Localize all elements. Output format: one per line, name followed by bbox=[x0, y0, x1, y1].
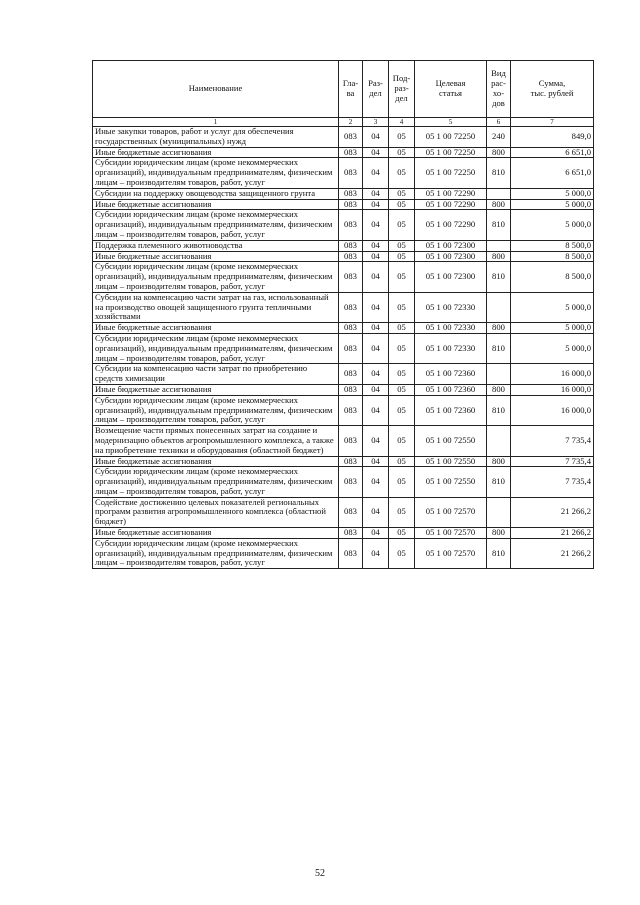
cell-section: 04 bbox=[363, 251, 389, 262]
cell-name: Поддержка племенного животноводства bbox=[93, 240, 339, 251]
cell-subsection: 05 bbox=[389, 127, 415, 148]
cell-expense-type: 800 bbox=[487, 384, 511, 395]
cell-subsection: 05 bbox=[389, 210, 415, 240]
cell-subsection: 05 bbox=[389, 199, 415, 210]
cell-amount: 5 000,0 bbox=[511, 333, 594, 363]
table-row bbox=[93, 158, 594, 188]
cell-subsection: 05 bbox=[389, 262, 415, 292]
cell-amount: 16 000,0 bbox=[511, 395, 594, 425]
cell-subsection: 05 bbox=[389, 467, 415, 497]
table-row bbox=[93, 251, 594, 262]
cell-expense-type: 800 bbox=[487, 528, 511, 539]
cell-amount: 8 500,0 bbox=[511, 240, 594, 251]
cell-subsection: 05 bbox=[389, 292, 415, 322]
header-expense-type: Вид рас- хо- дов bbox=[487, 61, 511, 118]
cell-subsection: 05 bbox=[389, 147, 415, 158]
cell-name: Иные бюджетные ассигнования bbox=[93, 199, 339, 210]
cell-section: 04 bbox=[363, 147, 389, 158]
table-header bbox=[93, 61, 594, 127]
cell-name: Субсидии юридическим лицам (кроме некоммерческих организаций), индивидуальным предпринимателям, физическим лицам – производителям товаров, работ, услуг bbox=[93, 333, 339, 363]
cell-section: 04 bbox=[363, 240, 389, 251]
column-number: 1 bbox=[93, 118, 339, 127]
cell-subsection: 05 bbox=[389, 323, 415, 334]
cell-amount: 21 266,2 bbox=[511, 497, 594, 527]
cell-subsection: 05 bbox=[389, 158, 415, 188]
cell-subsection: 05 bbox=[389, 384, 415, 395]
cell-target: 05 1 00 72300 bbox=[415, 251, 487, 262]
column-number: 5 bbox=[415, 118, 487, 127]
cell-amount: 6 651,0 bbox=[511, 158, 594, 188]
cell-chapter: 083 bbox=[339, 147, 363, 158]
cell-expense-type: 800 bbox=[487, 456, 511, 467]
cell-name: Субсидии на поддержку овощеводства защищенного грунта bbox=[93, 188, 339, 199]
cell-subsection: 05 bbox=[389, 395, 415, 425]
cell-section: 04 bbox=[363, 538, 389, 568]
cell-target: 05 1 00 72250 bbox=[415, 127, 487, 148]
cell-section: 04 bbox=[363, 528, 389, 539]
table-row bbox=[93, 199, 594, 210]
cell-chapter: 083 bbox=[339, 262, 363, 292]
cell-target: 05 1 00 72300 bbox=[415, 262, 487, 292]
cell-target: 05 1 00 72570 bbox=[415, 528, 487, 539]
cell-name: Иные бюджетные ассигнования bbox=[93, 147, 339, 158]
cell-subsection: 05 bbox=[389, 251, 415, 262]
cell-section: 04 bbox=[363, 188, 389, 199]
cell-amount: 7 735,4 bbox=[511, 426, 594, 456]
cell-name: Субсидии юридическим лицам (кроме некоммерческих организаций), индивидуальным предпринимателям, физическим лицам – производителям товаров, работ, услуг bbox=[93, 467, 339, 497]
cell-target: 05 1 00 72360 bbox=[415, 395, 487, 425]
cell-name: Субсидии на компенсацию части затрат по приобретению средств химизации bbox=[93, 364, 339, 385]
column-number: 7 bbox=[511, 118, 594, 127]
cell-chapter: 083 bbox=[339, 456, 363, 467]
cell-name: Субсидии юридическим лицам (кроме некоммерческих организаций), индивидуальным предпринимателям, физическим лицам – производителям товаров, работ, услуг bbox=[93, 158, 339, 188]
column-number: 3 bbox=[363, 118, 389, 127]
cell-section: 04 bbox=[363, 292, 389, 322]
cell-target: 05 1 00 72360 bbox=[415, 364, 487, 385]
table-row bbox=[93, 384, 594, 395]
cell-subsection: 05 bbox=[389, 456, 415, 467]
cell-chapter: 083 bbox=[339, 538, 363, 568]
cell-name: Субсидии юридическим лицам (кроме некоммерческих организаций), индивидуальным предпринимателям, физическим лицам – производителям товаров, работ, услуг bbox=[93, 395, 339, 425]
cell-name: Иные бюджетные ассигнования bbox=[93, 251, 339, 262]
header-subsection: Под- раз- дел bbox=[389, 61, 415, 118]
cell-expense-type bbox=[487, 364, 511, 385]
budget-table bbox=[92, 60, 594, 569]
cell-target: 05 1 00 72250 bbox=[415, 158, 487, 188]
cell-section: 04 bbox=[363, 395, 389, 425]
cell-expense-type: 810 bbox=[487, 158, 511, 188]
cell-section: 04 bbox=[363, 426, 389, 456]
cell-section: 04 bbox=[363, 333, 389, 363]
header-name: Наименование bbox=[93, 61, 339, 118]
cell-amount: 7 735,4 bbox=[511, 467, 594, 497]
cell-expense-type: 810 bbox=[487, 395, 511, 425]
cell-name: Иные бюджетные ассигнования bbox=[93, 528, 339, 539]
column-number: 4 bbox=[389, 118, 415, 127]
cell-target: 05 1 00 72300 bbox=[415, 240, 487, 251]
cell-subsection: 05 bbox=[389, 528, 415, 539]
cell-target: 05 1 00 72550 bbox=[415, 456, 487, 467]
table-row bbox=[93, 240, 594, 251]
column-number: 2 bbox=[339, 118, 363, 127]
cell-subsection: 05 bbox=[389, 497, 415, 527]
cell-amount: 16 000,0 bbox=[511, 384, 594, 395]
table-row bbox=[93, 538, 594, 568]
cell-target: 05 1 00 72290 bbox=[415, 210, 487, 240]
cell-expense-type: 800 bbox=[487, 323, 511, 334]
cell-chapter: 083 bbox=[339, 426, 363, 456]
cell-chapter: 083 bbox=[339, 292, 363, 322]
cell-chapter: 083 bbox=[339, 528, 363, 539]
cell-section: 04 bbox=[363, 467, 389, 497]
cell-amount: 8 500,0 bbox=[511, 262, 594, 292]
cell-amount: 21 266,2 bbox=[511, 528, 594, 539]
cell-section: 04 bbox=[363, 262, 389, 292]
cell-section: 04 bbox=[363, 497, 389, 527]
cell-amount: 21 266,2 bbox=[511, 538, 594, 568]
table-row bbox=[93, 210, 594, 240]
cell-chapter: 083 bbox=[339, 240, 363, 251]
cell-subsection: 05 bbox=[389, 333, 415, 363]
table-row bbox=[93, 467, 594, 497]
header-target: Целевая статья bbox=[415, 61, 487, 118]
cell-expense-type: 810 bbox=[487, 538, 511, 568]
cell-expense-type bbox=[487, 497, 511, 527]
cell-target: 05 1 00 72330 bbox=[415, 333, 487, 363]
cell-target: 05 1 00 72290 bbox=[415, 199, 487, 210]
header-section: Раз- дел bbox=[363, 61, 389, 118]
column-number: 6 bbox=[487, 118, 511, 127]
cell-expense-type: 800 bbox=[487, 199, 511, 210]
cell-target: 05 1 00 72330 bbox=[415, 292, 487, 322]
cell-expense-type bbox=[487, 240, 511, 251]
cell-expense-type: 810 bbox=[487, 262, 511, 292]
table-row bbox=[93, 147, 594, 158]
cell-expense-type: 810 bbox=[487, 467, 511, 497]
cell-target: 05 1 00 72570 bbox=[415, 538, 487, 568]
cell-subsection: 05 bbox=[389, 188, 415, 199]
header-chapter: Гла- ва bbox=[339, 61, 363, 118]
cell-chapter: 083 bbox=[339, 127, 363, 148]
table-row bbox=[93, 456, 594, 467]
cell-target: 05 1 00 72330 bbox=[415, 323, 487, 334]
cell-name: Иные бюджетные ассигнования bbox=[93, 456, 339, 467]
header-amount: Сумма, тыс. рублей bbox=[511, 61, 594, 118]
cell-expense-type: 800 bbox=[487, 147, 511, 158]
table-row bbox=[93, 127, 594, 148]
table-row bbox=[93, 262, 594, 292]
cell-chapter: 083 bbox=[339, 395, 363, 425]
table-row bbox=[93, 323, 594, 334]
cell-amount: 6 651,0 bbox=[511, 147, 594, 158]
cell-name: Возмещение части прямых понесенных затрат на создание и модернизацию объектов агропромышленного комплекса, а также на приобретение техники и оборудования (областной бюджет) bbox=[93, 426, 339, 456]
table-row bbox=[93, 333, 594, 363]
cell-expense-type bbox=[487, 188, 511, 199]
cell-section: 04 bbox=[363, 210, 389, 240]
cell-subsection: 05 bbox=[389, 364, 415, 385]
cell-name: Субсидии юридическим лицам (кроме некоммерческих организаций), индивидуальным предпринимателям, физическим лицам – производителям товаров, работ, услуг bbox=[93, 262, 339, 292]
cell-name: Субсидии юридическим лицам (кроме некоммерческих организаций), индивидуальным предпринимателям, физическим лицам – производителям товаров, работ, услуг bbox=[93, 538, 339, 568]
cell-expense-type bbox=[487, 292, 511, 322]
cell-target: 05 1 00 72550 bbox=[415, 467, 487, 497]
cell-section: 04 bbox=[363, 323, 389, 334]
cell-amount: 7 735,4 bbox=[511, 456, 594, 467]
cell-name: Содействие достижению целевых показателей региональных программ развития агропромышленного комплекса (областной бюджет) bbox=[93, 497, 339, 527]
table-row bbox=[93, 497, 594, 527]
cell-amount: 5 000,0 bbox=[511, 199, 594, 210]
cell-section: 04 bbox=[363, 364, 389, 385]
cell-name: Иные закупки товаров, работ и услуг для обеспечения государственных (муниципальных) нужд bbox=[93, 127, 339, 148]
cell-name: Иные бюджетные ассигнования bbox=[93, 323, 339, 334]
cell-target: 05 1 00 72290 bbox=[415, 188, 487, 199]
cell-chapter: 083 bbox=[339, 188, 363, 199]
cell-amount: 5 000,0 bbox=[511, 323, 594, 334]
cell-expense-type: 810 bbox=[487, 210, 511, 240]
cell-section: 04 bbox=[363, 158, 389, 188]
cell-amount: 5 000,0 bbox=[511, 188, 594, 199]
cell-chapter: 083 bbox=[339, 199, 363, 210]
cell-section: 04 bbox=[363, 456, 389, 467]
cell-section: 04 bbox=[363, 384, 389, 395]
table-row bbox=[93, 426, 594, 456]
cell-section: 04 bbox=[363, 127, 389, 148]
cell-amount: 849,0 bbox=[511, 127, 594, 148]
cell-name: Иные бюджетные ассигнования bbox=[93, 384, 339, 395]
cell-chapter: 083 bbox=[339, 333, 363, 363]
cell-expense-type: 800 bbox=[487, 251, 511, 262]
table-body bbox=[93, 127, 594, 569]
cell-section: 04 bbox=[363, 199, 389, 210]
cell-target: 05 1 00 72550 bbox=[415, 426, 487, 456]
cell-chapter: 083 bbox=[339, 384, 363, 395]
cell-amount: 5 000,0 bbox=[511, 292, 594, 322]
table-row bbox=[93, 292, 594, 322]
cell-expense-type: 240 bbox=[487, 127, 511, 148]
cell-subsection: 05 bbox=[389, 426, 415, 456]
cell-name: Субсидии на компенсацию части затрат на газ, использованный на производство овощей защищенного грунта тепличными хозяйствами bbox=[93, 292, 339, 322]
cell-chapter: 083 bbox=[339, 497, 363, 527]
cell-expense-type bbox=[487, 426, 511, 456]
cell-target: 05 1 00 72250 bbox=[415, 147, 487, 158]
cell-target: 05 1 00 72570 bbox=[415, 497, 487, 527]
table-row bbox=[93, 188, 594, 199]
cell-chapter: 083 bbox=[339, 158, 363, 188]
cell-chapter: 083 bbox=[339, 364, 363, 385]
table-row bbox=[93, 395, 594, 425]
cell-chapter: 083 bbox=[339, 251, 363, 262]
cell-chapter: 083 bbox=[339, 467, 363, 497]
cell-amount: 5 000,0 bbox=[511, 210, 594, 240]
cell-name: Субсидии юридическим лицам (кроме некоммерческих организаций), индивидуальным предпринимателям, физическим лицам – производителям товаров, работ, услуг bbox=[93, 210, 339, 240]
cell-target: 05 1 00 72360 bbox=[415, 384, 487, 395]
table-row bbox=[93, 364, 594, 385]
cell-expense-type: 810 bbox=[487, 333, 511, 363]
cell-chapter: 083 bbox=[339, 210, 363, 240]
cell-amount: 16 000,0 bbox=[511, 364, 594, 385]
cell-chapter: 083 bbox=[339, 323, 363, 334]
cell-subsection: 05 bbox=[389, 240, 415, 251]
page-number: 52 bbox=[315, 868, 325, 879]
cell-subsection: 05 bbox=[389, 538, 415, 568]
cell-amount: 8 500,0 bbox=[511, 251, 594, 262]
table-row bbox=[93, 528, 594, 539]
